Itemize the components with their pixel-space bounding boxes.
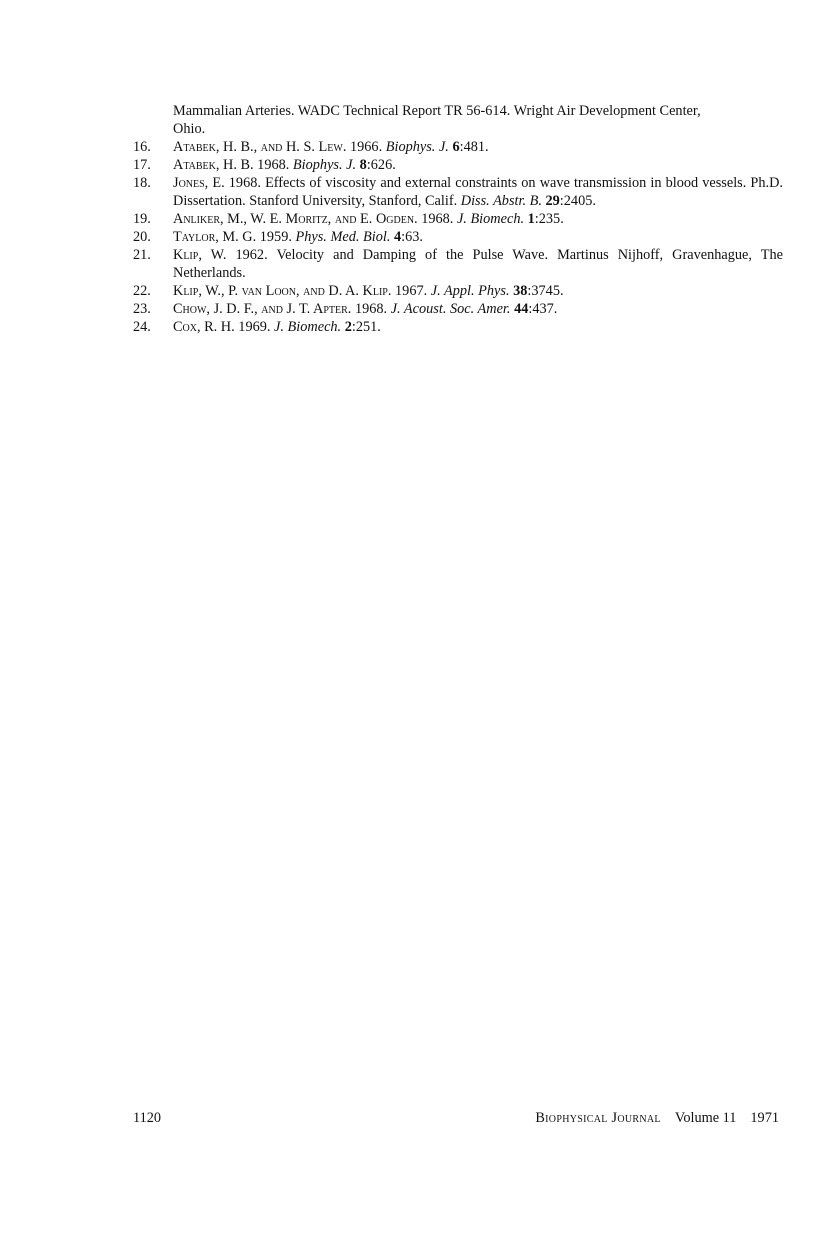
reference-pages: :63. <box>401 229 423 245</box>
reference-year: 1959. <box>259 229 292 245</box>
reference-volume: 8 <box>359 157 367 173</box>
reference-22 <box>133 282 783 300</box>
reference-number: 18. <box>133 175 151 191</box>
reference-authors: Klip, W. <box>173 247 227 263</box>
reference-pages: :481. <box>459 139 489 155</box>
reference-number: 23. <box>133 301 151 317</box>
reference-20 <box>133 228 783 246</box>
reference-journal: J. Appl. Phys. <box>430 283 510 299</box>
running-footer <box>535 1110 779 1127</box>
reference-volume: 29 <box>545 193 560 209</box>
reference-volume: 2 <box>344 319 352 335</box>
reference-volume: 1 <box>527 211 535 227</box>
reference-volume: 44 <box>514 301 529 317</box>
reference-year: 1968. <box>228 175 261 191</box>
reference-pages: :437. <box>528 301 558 317</box>
journal-name: Biophysical Journal <box>535 1110 661 1126</box>
reference-list <box>133 102 783 336</box>
journal-year: 1971 <box>750 1110 779 1126</box>
reference-title: Velocity and Damping of the Pulse Wave. Martinus Nijhoff, Gravenhague, The Netherlands. <box>173 247 783 281</box>
reference-number: 17. <box>133 157 151 173</box>
reference-journal: Biophys. J. <box>385 139 449 155</box>
reference-authors: Cox, R. H. <box>173 319 235 335</box>
reference-pages: :3745. <box>527 283 564 299</box>
reference-journal: J. Biomech. <box>456 211 525 227</box>
reference-21 <box>133 246 783 282</box>
reference-pages: :235. <box>534 211 564 227</box>
reference-number: 19. <box>133 211 151 227</box>
reference-pages: :626. <box>366 157 396 173</box>
reference-18 <box>133 174 783 210</box>
reference-volume: 38 <box>513 283 528 299</box>
reference-title: Effects of viscosity and external constraints on wave transmission in blood vessels. Ph.D. Dissertation. Stanford University, Stanford, Calif. <box>173 175 783 209</box>
reference-authors: Atabek, H. B. <box>173 157 254 173</box>
reference-authors: Taylor, M. G. <box>173 229 257 245</box>
reference-authors: Chow, J. D. F., and J. T. Apter. <box>173 301 352 317</box>
reference-journal: Biophys. J. <box>292 157 357 173</box>
reference-year: 1968. <box>257 157 290 173</box>
reference-17 <box>133 156 783 174</box>
reference-16 <box>133 138 783 156</box>
reference-volume: 4 <box>393 229 402 245</box>
reference-number: 21. <box>133 247 151 263</box>
reference-authors: Jones, E. <box>173 175 225 191</box>
reference-authors: Atabek, H. B., and H. S. Lew. <box>173 139 347 155</box>
reference-23 <box>133 300 783 318</box>
reference-volume: 6 <box>452 139 460 155</box>
page-number: 1120 <box>133 1110 162 1126</box>
reference-pages: :251. <box>351 319 381 335</box>
continuation-line-2: Ohio. <box>173 121 206 137</box>
reference-journal: Diss. Abstr. B. <box>460 193 542 209</box>
reference-number: 20. <box>133 229 151 245</box>
reference-year: 1968. <box>354 301 388 317</box>
reference-journal: Phys. Med. Biol. <box>295 229 391 245</box>
reference-24 <box>133 318 783 336</box>
reference-year: 1968. <box>421 211 454 227</box>
reference-journal: J. Acoust. Soc. Amer. <box>390 301 511 317</box>
reference-authors: Klip, W., P. van Loon, and D. A. Klip. <box>173 283 392 299</box>
reference-year: 1962. <box>235 247 268 263</box>
reference-authors: Anliker, M., W. E. Moritz, and E. Ogden. <box>173 211 418 227</box>
journal-volume: Volume 11 <box>674 1110 737 1126</box>
reference-number: 16. <box>133 139 151 155</box>
reference-pages: :2405. <box>559 193 596 209</box>
reference-journal: J. Biomech. <box>274 319 342 335</box>
reference-continuation <box>133 102 783 138</box>
reference-year: 1966. <box>349 139 383 155</box>
reference-number: 24. <box>133 319 151 335</box>
reference-year: 1967. <box>395 283 428 299</box>
reference-year: 1969. <box>238 319 271 335</box>
reference-19 <box>133 210 783 228</box>
continuation-line-1: Mammalian Arteries. WADC Technical Report TR 56-614. Wright Air Development Center, <box>173 103 701 119</box>
reference-number: 22. <box>133 283 151 299</box>
